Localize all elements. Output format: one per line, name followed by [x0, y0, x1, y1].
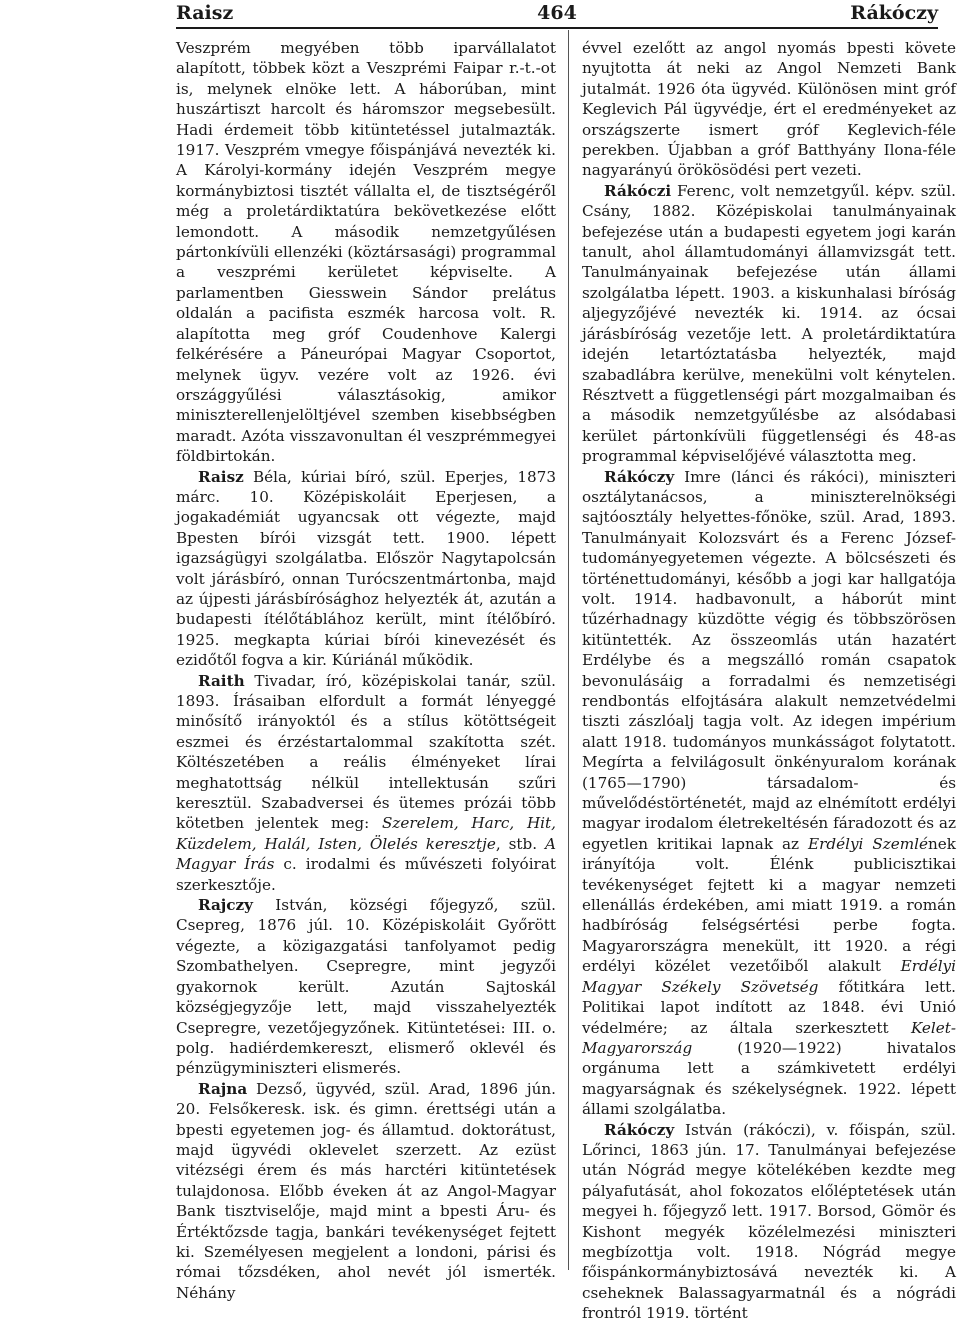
organization-name: Erdélyi Magyar Székely Szövetség — [582, 957, 956, 996]
entry-raith-tivadar: Raith Tivadar, író, középiskolai tanár, szül. 1893. Írásaiban elfordult a formát lényeggé minősítő irányoktól és a stílus kötöttségeit eszmei és érzéstartalommal szakította szét. Költészetében a reális élményeket lírai meghatottság nélkül intellektusán szűri keresztül. Szabadversei és ütemes prózái több kötetben jelentek meg: Szerelem, Harc, Hit, Küzdelem, Halál, Isten, Ölelés keresztje, stb. A Magyar Írás c. irodalmi és művészeti folyóirat szerkesztője. — [176, 671, 556, 894]
entry-rakoczi-ferenc: Rákóczi Ferenc, volt nemzetgyűl. képv. szül. Csány, 1882. Középiskolai tanulmányainak befejezése után a budapesti egyetem jogi karán tanult, ahol államtudományi államvizsgát tett. Tanulmányainak befejezése után állami szolgálatba lépett. 1903. a kiskunhalasi bíróság aljegyzőjévé nevezték ki. 1914. az ócsai járásbíróság vezetője lett. A proletárdiktatúra idején letartóztatásba helyezték, majd szabadlábra kerülve, menekülni volt kénytelen. Résztvett a függetlenségi párt mozgalmaiban és a második nemzetgyűlésbe az alsódabasi kerület pártonkívüli függetlenségi és 48-as programmal képviselőjévé választotta meg. — [582, 181, 956, 466]
column-divider — [568, 30, 569, 1270]
entry-name: Raith — [198, 671, 245, 690]
entry-rakoczy-imre: Rákóczy Imre (lánci és rákóci), miniszteri osztálytanácsos, a miniszterelnökségi sajtóosztály helyettes-főnöke, szül. Arad, 1893. Tanulmányait Kolozsvárt és a Ferenc József-tudományegyetemen végezte. A bölcsészeti és történettudományi, később a jogi kar hallgatója volt. 1914. hadbavonult, a háborút mint tűzérhadnagy küzdötte végig és többszörösen kitüntették. Az összeomlás után hazatért Erdélybe és a megszálló román csapatok bevonulásáig a forradalmi és nemzetiségi rendbontás elfojtására alakult nemzetvédelmi tiszti zászlóalj tagja volt. Az idegen impérium alatt 1918. tudományos munkásságot folytatott. Megírta a felvilágosult önkényuralom korának (1765—1790) társadalom- és művelődéstörténetét, majd az elnémított erdélyi magyar irodalom életrekeltésén fáradozott és az egyetlen kritikai lapnak az Erdélyi Szemlének irányítója volt. Élénk publicisztikai tevékenységet fejtett ki a magyar nemzeti ellenállás érdekében, ami miatt 1919. a román hadbíróság felségsértési perbe fogta. Magyarországra menekült, itt 1920. a régi erdélyi közélet vezetőiből alakult Erdélyi Magyar Székely Szövetség főtitkára lett. Politikai lapot indított az 1848. évi Unió védelmére; az általa szerkesztett Kelet-Magyarország (1920—1922) hivatalos orgánuma lett a számkivetett erdélyi magyarságnak és székelységnek. 1922. lépett állami szolgálatba. — [582, 467, 956, 1119]
entry-continuation: Veszprém megyében több iparvállalatot alapított, többek közt a Veszprémi Faipar r.-t.-ot is, melynek elnöke lett. A háborúban, mint huszártiszt harcolt és háromszor megsebesült. Hadi érdemeit több kitüntetéssel jutalmazták. 1917. Veszprém vmegye főispánjává nevezték ki. A Károlyi-kormány idején Veszprém megye kormánybiztosi tisztét vállalta el, de tisztségéről még a proletárdiktatúra bekövetkezése előtt lemondott. A második nemzetgyűlésen pártonkívüli ellenzéki (köztársasági) programmal a veszprémi kerületet képviselte. A parlamentben Giesswein Sándor prelátus oldalán a pacifista eszmék harcosa volt. R. alapította meg gróf Coudenhove Kalergi felkérésére a Páneurópai Magyar Csoportot, melynek ügyv. vezére volt az 1926. évi országgyűlési választásokig, amikor miniszterellenjelöltjével szemben kisebbségben maradt. Azóta visszavonultan él veszprémmegyei földbirtokán. — [176, 39, 556, 466]
entry-name: Rákóczi — [604, 181, 672, 200]
entry-rajczy-istvan: Rajczy István, községi főjegyző, szül. Csepreg, 1876 júl. 10. Középiskoláit Győrött végezte, a közigazgatási tanfolyamot pedig Szombathelyen. Csepregre, mint jegyzői gyakornok került. Azután Sajtoskál községjegyzője lett, majd visszahelyezték Csepregre, vezetőjegyzőnek. Kitüntetései: III. o. polg. hadiérdemkereszt, elismerő oklevél és pénzügyminiszteri elismerés. — [176, 896, 556, 1078]
entry-raisz-bela: Raisz Béla, kúriai bíró, szül. Eperjes, 1873 márc. 10. Középiskoláit Eperjesen, a jogakadémiát ugyancsak ott végezte, majd Bpesten bírói vizsgát tett. 1900. lépett igazságügyi szolgálatba. Először Nagytapolcsán volt járásbíró, onnan Turócszentmártonba, majd az újpesti járásbírósághoz helyezték át, azután a budapesti ítélőtáblához került, mint ítélőbíró. 1925. megkapta kúriai bírói kinevezését és ezidőtől fogva a kir. Kúriánál működik. — [176, 467, 556, 670]
page-number: 464 — [537, 2, 577, 24]
works-title: Szerelem, Harc, Hit, Küzdelem, Halál, Isten, Ölelés keresztje — [176, 814, 556, 853]
header-first-entry: Raisz — [176, 2, 234, 24]
entry-name: Rákóczy — [604, 467, 675, 486]
header-last-entry: Rákóczy — [850, 2, 938, 24]
entry-rakoczy-istvan: Rákóczy István (rákóczi), v. főispán, szül. Lőrinci, 1863 jún. 17. Tanulmányai befejezése után Nógrád megye kötelékében kezdte meg pályafutását, ahol fokozatos előléptetések után megyei h. főjegyző lett. 1917. Borsod, Gömör és Kishont megyék közélelmezési miniszteri megbízottja volt. 1918. Nógrád megye főispánkormánybiztosává nevezték ki. A cseheknek Balassagyarmatnál és a nógrádi frontról 1919. történt — [582, 1120, 956, 1323]
right-column — [582, 38, 956, 1324]
running-header — [176, 2, 938, 28]
entry-rajna-dezso: Rajna Dezső, ügyvéd, szül. Arad, 1896 jún. 20. Felsőkeresk. isk. és gimn. érettségi után a bpesti egyetemen jog- és államtud. doktorátust, majd ügyvédi oklevelet szerzett. Az ezüst vitézségi érem és más harctéri kitüntetések tulajdonosa. Előbb éveken át az Angol-Magyar Bank tisztviselője, majd mint a bpesti Áru- és Értéktőzsde tagja, bankári tevékenységet fejtett ki. Személyesen megjelent a londoni, párisi és római tőzsdéken, ahol nevét jól ismerték. Néhány — [176, 1079, 556, 1302]
entry-name: Rajna — [198, 1079, 248, 1098]
entry-name: Rákóczy — [604, 1120, 675, 1139]
journal-title: A Magyar Írás — [176, 834, 556, 874]
entry-continuation: évvel ezelőtt az angol nyomás bpesti követe nyujtotta át neki az Angol Nemzeti Bank jutalmát. 1926 óta ügyvéd. Különösen mint gróf Keglevich Pál ügyvédje, ért el eredményeket az országszerte ismert gróf Keglevich-féle perekben. Újabban a gróf Batthyány Ilona-féle nagyarányú örökösödési pert vezeti. — [582, 39, 956, 180]
entry-name: Rajczy — [198, 896, 254, 915]
entry-name: Raisz — [198, 467, 244, 486]
left-column — [176, 38, 556, 1303]
journal-title: Kelet-Magyarország — [582, 1018, 956, 1057]
header-rule — [176, 27, 938, 29]
journal-title: Erdélyi Szemlé — [808, 834, 928, 853]
